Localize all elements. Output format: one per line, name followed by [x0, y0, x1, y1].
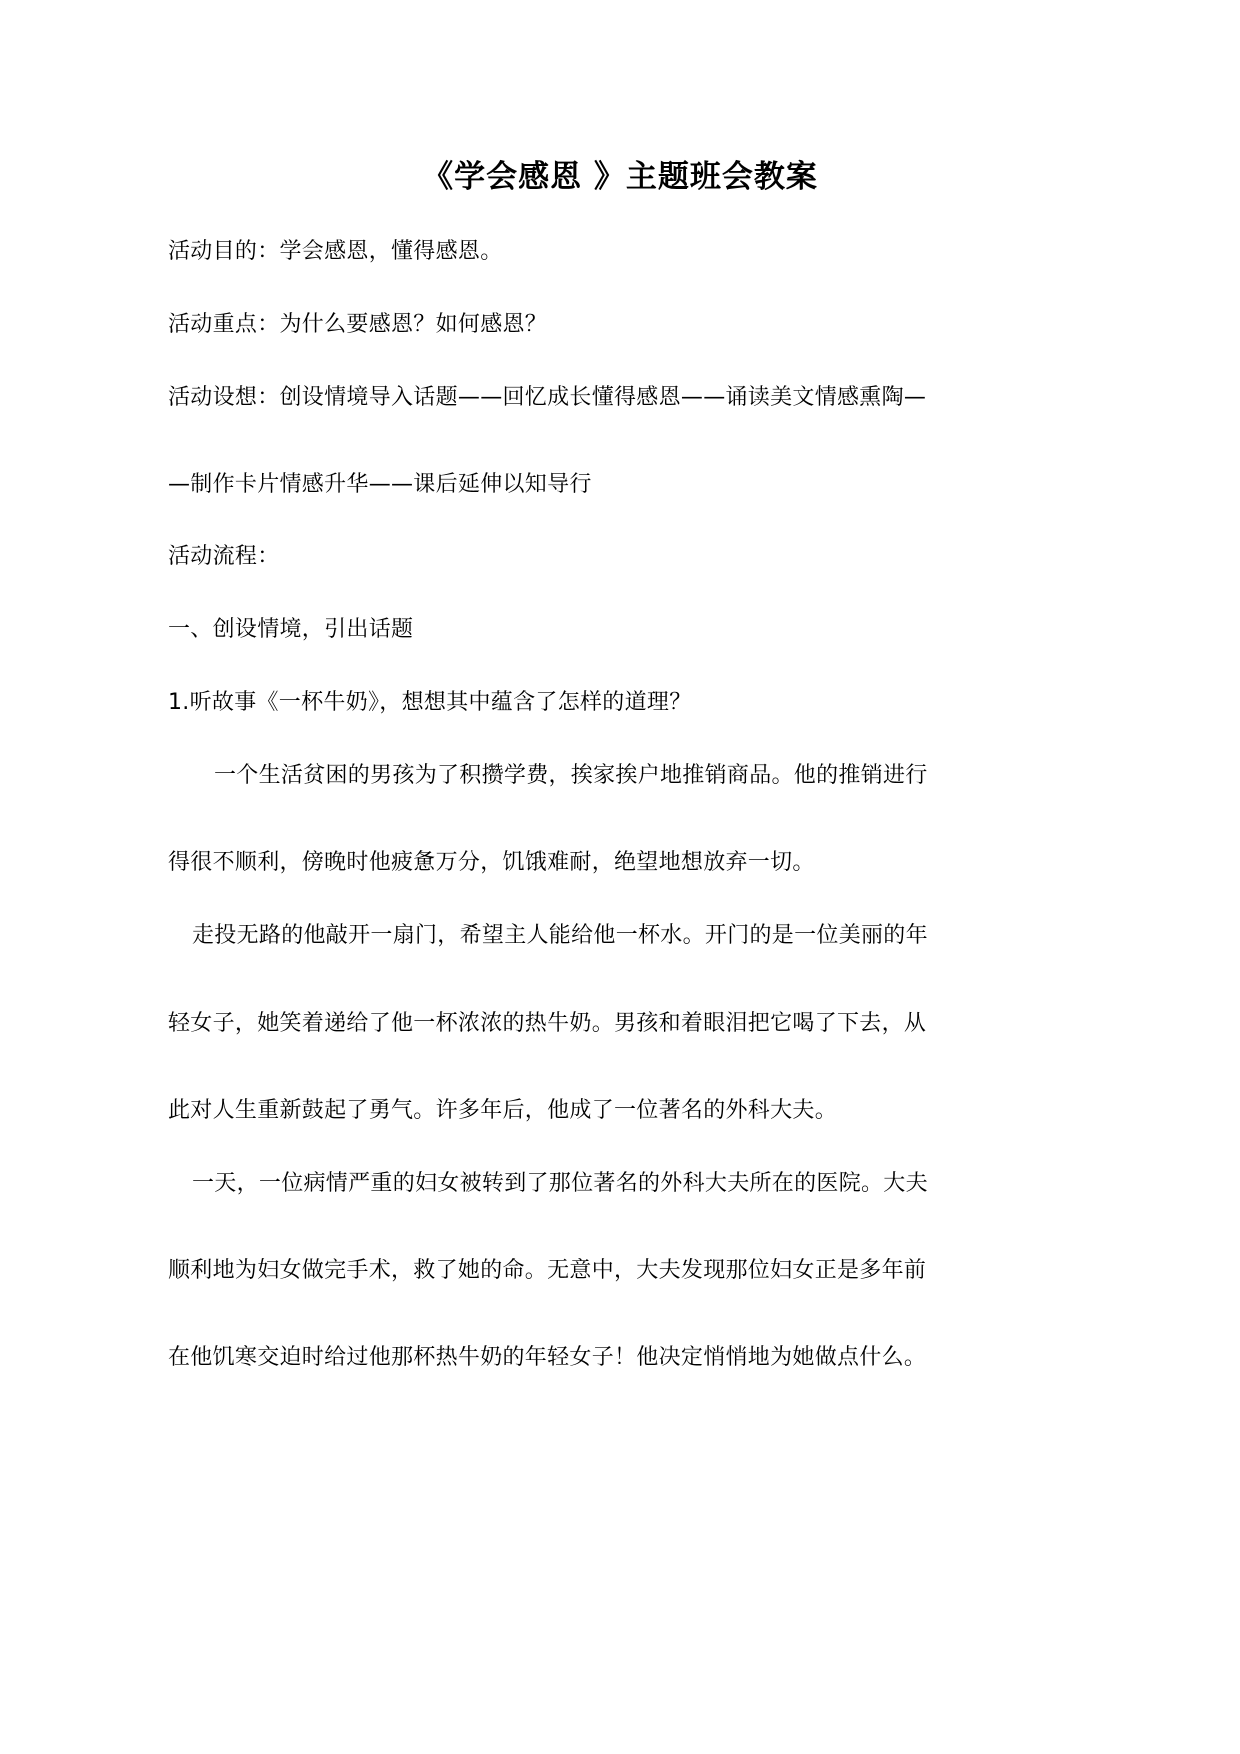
story-paragraph-3-line-2: 顺利地为妇女做完手术，救了她的命。无意中，大夫发现那位妇女正是多年前	[168, 1258, 927, 1283]
activity-concept-line-1: 活动设想：创设情境导入话题——回忆成长懂得感恩——诵读美文情感熏陶—	[168, 385, 927, 410]
activity-concept-line-2: —制作卡片情感升华——课后延伸以知导行	[168, 472, 592, 497]
story-paragraph-1-line-2: 得很不顺利，傍晚时他疲惫万分，饥饿难耐，绝望地想放弃一切。	[168, 850, 815, 875]
section-one-heading: 一、创设情境，引出话题	[168, 617, 414, 642]
story-prompt: 1.听故事《一杯牛奶》，想想其中蕴含了怎样的道理？	[168, 690, 692, 715]
activity-process-heading: 活动流程：	[168, 544, 280, 569]
document-title: 《学会感恩 》主题班会教案	[422, 159, 818, 195]
story-paragraph-3-line-1: 一天，一位病情严重的妇女被转到了那位著名的外科大夫所在的医院。大夫	[192, 1171, 928, 1196]
story-paragraph-2-line-2: 轻女子，她笑着递给了他一杯浓浓的热牛奶。男孩和着眼泪把它喝了下去，从	[168, 1011, 927, 1036]
story-paragraph-2-line-1: 走投无路的他敲开一扇门，希望主人能给他一杯水。开门的是一位美丽的年	[192, 923, 928, 948]
activity-goal: 活动目的：学会感恩，懂得感恩。	[168, 239, 503, 264]
activity-focus: 活动重点：为什么要感恩？如何感恩？	[168, 312, 548, 337]
story-paragraph-3-line-3: 在他饥寒交迫时给过他那杯热牛奶的年轻女子！他决定悄悄地为她做点什么。	[168, 1345, 927, 1370]
story-paragraph-2-line-3: 此对人生重新鼓起了勇气。许多年后，他成了一位著名的外科大夫。	[168, 1098, 838, 1123]
story-paragraph-1-line-1: 一个生活贫困的男孩为了积攒学费，挨家挨户地推销商品。他的推销进行	[214, 763, 928, 788]
